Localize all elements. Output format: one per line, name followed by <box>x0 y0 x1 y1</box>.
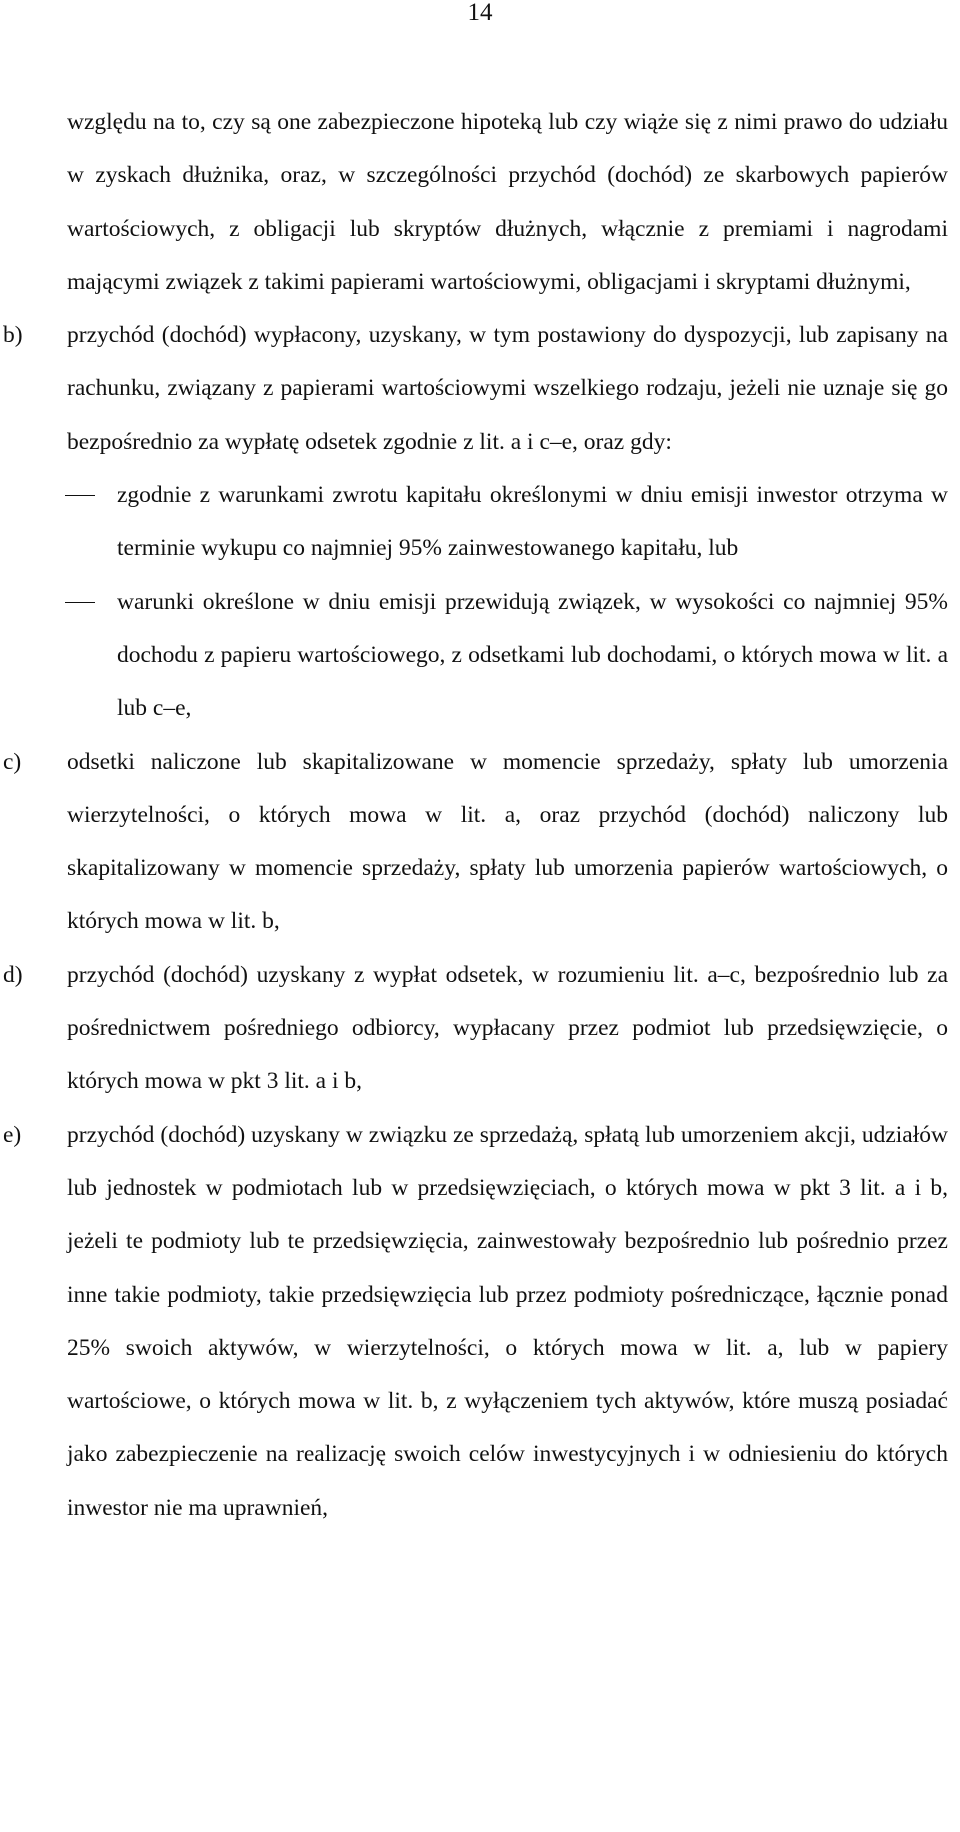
intro-paragraph: względu na to, czy są one zabezpieczone hipoteką lub czy wiąże się z nimi prawo do udziału w zyskach dłużnika, oraz, w szczególności przychód (dochód) ze skarbowych papierów wartościowych, z obligacji lub skryptów dłużnych, włącznie z premiami i nagrodami mającymi związek z takimi papierami wartościowymi, obligacjami i skryptami dłużnymi, <box>67 109 948 295</box>
dash-item-2 <box>67 576 948 736</box>
item-label-d: d) <box>3 961 23 988</box>
list-item-e <box>3 1109 948 1535</box>
dash-item-1 <box>67 469 948 576</box>
item-text-e: przychód (dochód) uzyskany w związku ze sprzedażą, spłatą lub umorzeniem akcji, udziałów lub jednostek w podmiotach lub w przedsięwzięciach, o których mowa w pkt 3 lit. a i b, jeżeli te podmioty lub te przedsięwzięcia, zainwestowały bezpośrednio lub pośrednio przez inne takie podmioty, takie przedsięwzięcia lub przez podmioty pośredniczące, łącznie ponad 25% swoich aktywów, w wierzytelności, o których mowa w lit. a, lub w papiery wartościowe, o których mowa w lit. b, z wyłączeniem tych aktywów, które muszą posiadać jako zabezpieczenie na realizację swoich celów inwestycyjnych i w odniesieniu do których inwestor nie ma uprawnień, <box>67 1121 948 1521</box>
item-text-b: przychód (dochód) wypłacony, uzyskany, w tym postawiony do dyspozycji, lub zapisany na rachunku, związany z papierami wartościowymi wszelkiego rodzaju, jeżeli nie uznaje się go bezpośrednio za wypłatę odsetek zgodnie z lit. a i c–e, oraz gdy: <box>67 322 948 455</box>
list-item-c <box>3 736 948 949</box>
document-body <box>3 96 948 1535</box>
dash-bullet <box>65 495 95 496</box>
list-item-b <box>3 309 948 735</box>
item-label-b: b) <box>3 322 23 349</box>
dash-bullet <box>65 602 95 603</box>
dash-text-1: zgodnie z warunkami zwrotu kapitału określonymi w dniu emisji inwestor otrzyma w terminie wykupu co najmniej 95% zainwestowanego kapitału, lub <box>117 482 948 562</box>
list-item-d <box>3 949 948 1109</box>
item-label-e: e) <box>3 1121 22 1148</box>
page-number: 14 <box>467 0 493 26</box>
item-text-d: przychód (dochód) uzyskany z wypłat odsetek, w rozumieniu lit. a–c, bezpośrednio lub za pośrednictwem pośredniego odbiorcy, wypłacany przez podmiot lub przedsięwzięcie, o których mowa w pkt 3 lit. a i b, <box>67 961 948 1095</box>
dash-text-2: warunki określone w dniu emisji przewidują związek, w wysokości co najmniej 95% dochodu z papieru wartościowego, z odsetkami lub dochodami, o których mowa w lit. a lub c–e, <box>117 588 948 722</box>
item-text-c: odsetki naliczone lub skapitalizowane w momencie sprzedaży, spłaty lub umorzenia wierzytelności, o których mowa w lit. a, oraz przychód (dochód) naliczony lub skapitalizowany w momencie sprzedaży, spłaty lub umorzenia papierów wartościowych, o których mowa w lit. b, <box>67 748 948 935</box>
item-label-c: c) <box>3 748 22 775</box>
